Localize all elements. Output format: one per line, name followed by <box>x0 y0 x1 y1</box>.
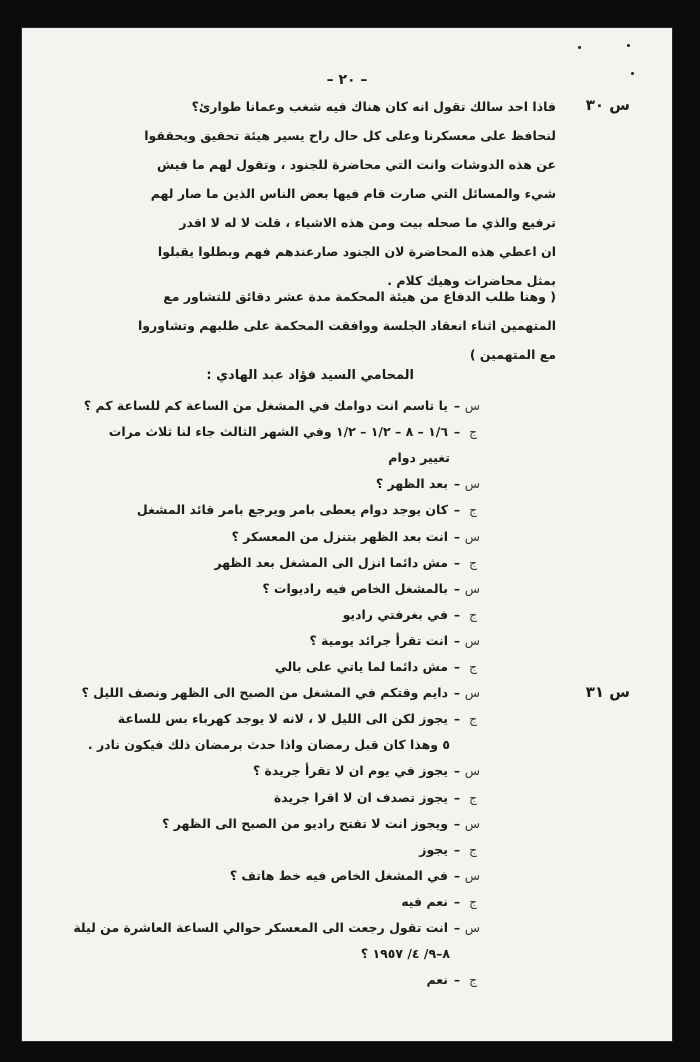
qa-line <box>275 659 480 674</box>
qa-text: نعم فيه <box>401 893 448 909</box>
paragraph-line: شيء والمسائل التي صارت قام فيها بعض الناس الذين ما صار لهم <box>150 186 556 201</box>
question-label: س <box>464 398 480 413</box>
paragraph-line: فاذا احد سالك تقول انه كان هناك فيه شغب وعمانا طوارئ؟ <box>191 99 556 114</box>
qa-text: مش دائما انزل الى المشغل بعد الظهر <box>214 554 448 570</box>
qa-text: بالمشغل الخاص فيه راديوات ؟ <box>262 580 448 596</box>
qa-text: بعد الظهر ؟ <box>375 476 448 492</box>
qa-text: انت تقرأ جرائد يومية ؟ <box>309 632 448 648</box>
qa-line <box>88 737 450 752</box>
qa-text: مش دائما لما ياتي على بالي <box>274 659 448 674</box>
question-label: س <box>464 763 480 779</box>
qa-text: يا تاسم انت دوامك في المشغل من الساعة كم للساعة كم ؟ <box>83 398 448 413</box>
qa-line <box>109 424 480 439</box>
dash-separator: – <box>453 972 461 988</box>
examiner-heading: المحامي السيد فؤاد عبد الهادي : <box>206 368 414 383</box>
qa-line <box>274 790 480 805</box>
qa-text: ١/٦ – ٨ – ١/٢ – ١/٢ وفي الشهر الثالث جاء لنا ثلاث مرات <box>108 424 448 440</box>
qa-line <box>388 450 450 465</box>
document-page <box>22 28 672 1041</box>
question-label: س <box>464 815 480 831</box>
answer-label: ج <box>468 972 478 988</box>
dash-separator: – <box>453 424 461 440</box>
qa-line <box>82 685 480 700</box>
qa-line <box>253 763 480 778</box>
qa-line <box>376 476 480 491</box>
paragraph-line: ( وهنا طلب الدفاع من هيئة المحكمة مدة عشر دقائق للتشاور مع <box>163 289 556 304</box>
qa-line <box>232 529 480 544</box>
question-label: س <box>464 920 480 935</box>
qa-line <box>426 972 480 987</box>
section-number-31: س ٣١ <box>585 683 630 701</box>
qa-text: يجوز لكن الى الليل لا ، لانه لا يوجد كهرباء بس للساعة <box>117 711 448 727</box>
qa-text: تغيير دوام <box>388 450 450 466</box>
qa-text: انت تقول رجعت الى المعسكر حوالي الساعة العاشرة من ليلة <box>73 920 448 935</box>
dash-separator: – <box>453 867 461 883</box>
qa-line <box>162 816 480 831</box>
dash-separator: – <box>453 659 461 674</box>
qa-text: يجوز <box>419 841 448 857</box>
qa-text: ٨–٩/ ٤/ ١٩٥٧ ؟ <box>360 946 450 962</box>
qa-text: كان يوجد دوام يعطى بامر ويرجع بامر قائد المشغل <box>136 502 448 518</box>
dash-separator: – <box>453 789 461 805</box>
dash-separator: – <box>453 502 461 518</box>
qa-line <box>137 502 480 517</box>
answer-label: ج <box>468 554 478 570</box>
qa-line <box>401 894 480 909</box>
qa-text: يجوز تصدف ان لا اقرا جريدة <box>273 789 448 805</box>
dash-separator: – <box>453 398 461 413</box>
testimony-paragraph <box>66 92 556 295</box>
paragraph-line: لنحافظ على معسكرنا وعلى كل حال راح يسير هيئة تحقيق ويحققوا <box>144 128 556 143</box>
qa-line <box>73 920 480 935</box>
qa-line <box>419 842 480 857</box>
dash-separator: – <box>453 632 461 648</box>
qa-line <box>361 946 450 961</box>
qa-line <box>214 555 480 570</box>
qa-text: ويجوز انت لا تفتح راديو من الصبح الى الظهر ؟ <box>162 815 448 831</box>
paragraph-line: المتهمين اثناء انعقاد الجلسة ووافقت المحكمة على طلبهم وتشاوروا <box>137 318 556 333</box>
dash-separator: – <box>453 476 461 492</box>
qa-text: دايم وقتكم في المشغل من الصبح الى الظهر ونصف الليل ؟ <box>81 685 448 701</box>
dash-separator: – <box>453 711 461 727</box>
paragraph-line: مع المتهمين ) <box>469 347 556 362</box>
section-number-30: س ٣٠ <box>585 96 630 114</box>
page-number: – ٢٠ – <box>326 72 368 88</box>
speck <box>578 46 581 49</box>
answer-label: ج <box>468 841 478 857</box>
question-label: س <box>464 476 480 492</box>
dash-separator: – <box>453 528 461 544</box>
qa-text: انت بعد الظهر بتنزل من المعسكر ؟ <box>231 528 448 544</box>
qa-text: في المشغل الخاص فيه خط هاتف ؟ <box>229 867 448 883</box>
qa-line <box>84 398 480 413</box>
answer-label: ج <box>468 789 478 805</box>
dash-separator: – <box>453 763 461 779</box>
qa-text: نعم <box>426 972 448 988</box>
answer-label: ج <box>468 711 478 727</box>
dash-separator: – <box>453 685 461 701</box>
qa-text: ٥ وهذا كان قبل رمضان واذا حدث برمضان ذلك فيكون نادر . <box>87 737 450 753</box>
answer-label: ج <box>468 502 478 518</box>
court-note-paragraph <box>66 282 556 369</box>
question-label: س <box>464 685 480 701</box>
dash-separator: – <box>453 893 461 909</box>
dash-separator: – <box>453 606 461 622</box>
question-label: س <box>464 632 480 648</box>
answer-label: ج <box>468 424 478 440</box>
dash-separator: – <box>453 580 461 596</box>
answer-label: ج <box>468 606 478 622</box>
paragraph-line: ان اعطي هذه المحاضرة لان الجنود صارعندهم فهم وبطلوا يقبلوا <box>157 244 556 259</box>
speck <box>627 44 630 47</box>
question-label: س <box>464 867 480 883</box>
qa-text: في بغرفتي راديو <box>342 606 448 622</box>
qa-line <box>309 633 480 648</box>
answer-label: ج <box>468 893 478 909</box>
qa-line <box>230 868 480 883</box>
question-label: س <box>464 580 480 596</box>
paragraph-line: عن هذه الدوشات وانت التي محاضرة للجنود ، وتقول لهم ما فيش <box>156 157 556 172</box>
dash-separator: – <box>453 815 461 831</box>
qa-text: يجوز في يوم ان لا تقرأ جريدة ؟ <box>252 763 448 779</box>
question-label: س <box>464 528 480 544</box>
paragraph-line: ترفيع والذي ما صحله بيت ومن هذه الاشياء ، قلت لا له لا اقدر <box>179 215 556 230</box>
dash-separator: – <box>453 920 461 935</box>
qa-line <box>262 581 480 596</box>
dash-separator: – <box>453 554 461 570</box>
answer-label: ج <box>468 659 478 674</box>
qa-line <box>118 711 480 726</box>
paragraph-line: بمثل محاضرات وهيك كلام . <box>387 273 556 288</box>
dash-separator: – <box>453 841 461 857</box>
qa-line <box>343 607 480 622</box>
